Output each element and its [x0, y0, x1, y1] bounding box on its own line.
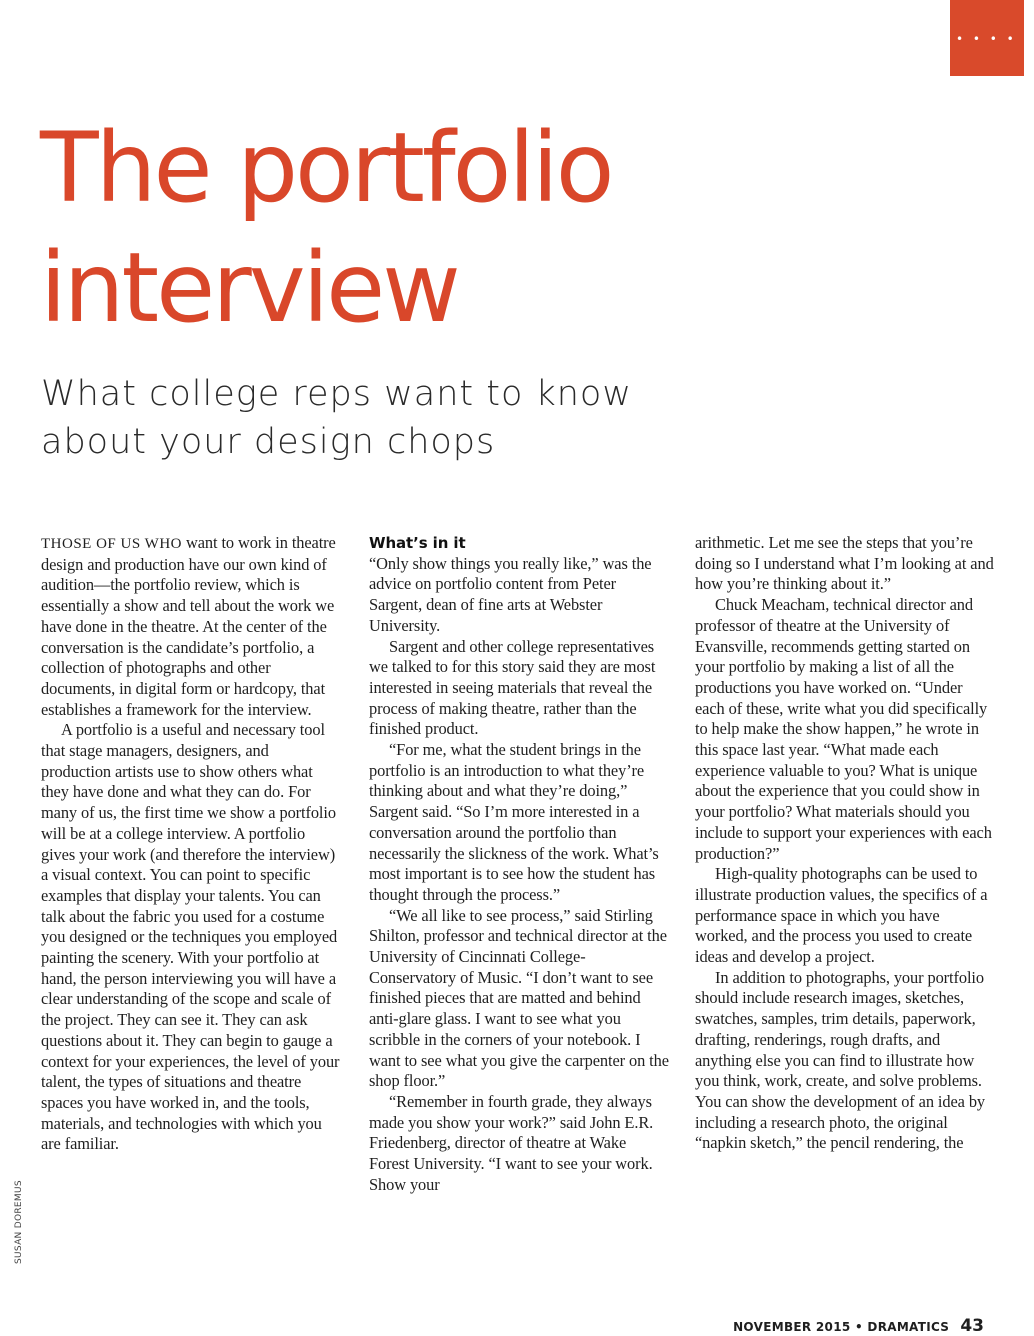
corner-dots: • • • • •	[956, 32, 1034, 46]
section-subhead: What’s in it	[369, 534, 466, 552]
headline-line-2: interview	[40, 232, 458, 344]
folio-text: NOVEMBER 2015 • DRAMATICS	[733, 1320, 950, 1334]
paragraph: “We all like to see process,” said Stirling Shilton, professor and technical director at the University of Cincinnati College-Conservatory of Music. “I don’t want to see finished pieces that are matted and behind anti-glare glass. I want to see what you scribble in the corners of your notebook. I want to see what you give the carpenter on the shop floor.”	[369, 905, 669, 1091]
deck-line-1: What college reps want to know	[41, 374, 632, 414]
paragraph: High-quality photographs can be used to illustrate production values, the specifics of a performance space in which you have worked, and the process you used to create ideas and develop a project.	[695, 864, 988, 967]
page-number: 43	[960, 1316, 984, 1336]
paragraph: A portfolio is a useful and necessary tool that stage managers, designers, and production artists use to show others what they have done and what they can do. For many of us, the first time we show a portfolio will be at a college interview. A portfolio gives your work (and therefore the interview) a visual context. You can point to specific examples that display your talents. You can talk about the fabric you used for a costume you designed or the techniques you employed painting the scenery. With your portfolio at hand, the person interviewing you will have a clear understanding of the scope and scale of the project. They can see it. They can ask questions about it. They can begin to gauge a context for your experiences, the level of your talent, the types of situations and theatre spaces you have worked in, and the tools, materials, and technologies with which you are familiar.	[41, 720, 340, 1154]
paragraph: arithmetic. Let me see the steps that you’re doing so I understand what I’m looking at and how you’re thinking about it.”	[695, 533, 994, 594]
lead-in: THOSE OF US WHO	[41, 536, 182, 552]
article-deck	[41, 370, 632, 466]
paragraph: Chuck Meacham, technical director and professor of theatre at the University of Evansville, recommends getting started on your portfolio by making a list of all the productions you have worked on. “Under each of these, write what you did specifically to help make the show happen,” he wrote in this space last year. “What made each experience valuable to you? What is unique about the experience that you could show in your portfolio? What materials should you include to support your experiences with each production?”	[695, 595, 992, 863]
paragraph: Sargent and other college representatives we talked to for this story said they are most interested in seeing materials that reveal the process of making theatre, rather than the finished product.	[369, 636, 656, 739]
deck-line-2: about your design chops	[41, 422, 496, 462]
headline-line-1: The portfolio	[40, 112, 612, 224]
paragraph: “Only show things you really like,” was the advice on portfolio content from Peter Sargent, dean of fine arts at Webster University.	[369, 553, 652, 635]
body-column-2	[369, 533, 669, 1196]
page-footer	[733, 1316, 984, 1336]
paragraph: “Remember in fourth grade, they always made you show your work?” said John E.R. Friedenberg, director of theatre at Wake Forest University. “I want to see your work. Show your	[369, 1091, 654, 1194]
paragraph-text: want to work in theatre design and production have our own kind of audition—the portfolio review, which is essentially a show and tell about the work we have done in the theatre. At the center of the conversation is the candidate’s portfolio, a collection of photographs and other documents, in digital form or hardcopy, that establishes a framework for the interview.	[41, 533, 336, 719]
paragraph	[41, 533, 341, 720]
body-column-1	[41, 533, 341, 1155]
body-column-3	[695, 533, 995, 1154]
paragraph: “For me, what the student brings in the portfolio is an introduction to what they’re thinking about and what they’re doing,” Sargent said. “So I’m more interested in a conversation around the portfolio than necessarily the slickness of the work. What’s most important is to see how the student has thought through the process.”	[369, 740, 659, 904]
photo-credit: SUSAN DOREMUS	[14, 1180, 24, 1264]
article-headline	[40, 108, 611, 348]
corner-tab	[950, 0, 1034, 76]
paragraph: In addition to photographs, your portfolio should include research images, sketches, swatches, samples, trim details, paperwork, drafting, renderings, rough drafts, and anything else you can find to illustrate how you think, work, create, and solve problems. You can show the development of an idea by including a research photo, the original “napkin sketch,” the pencil rendering, the	[695, 967, 986, 1153]
